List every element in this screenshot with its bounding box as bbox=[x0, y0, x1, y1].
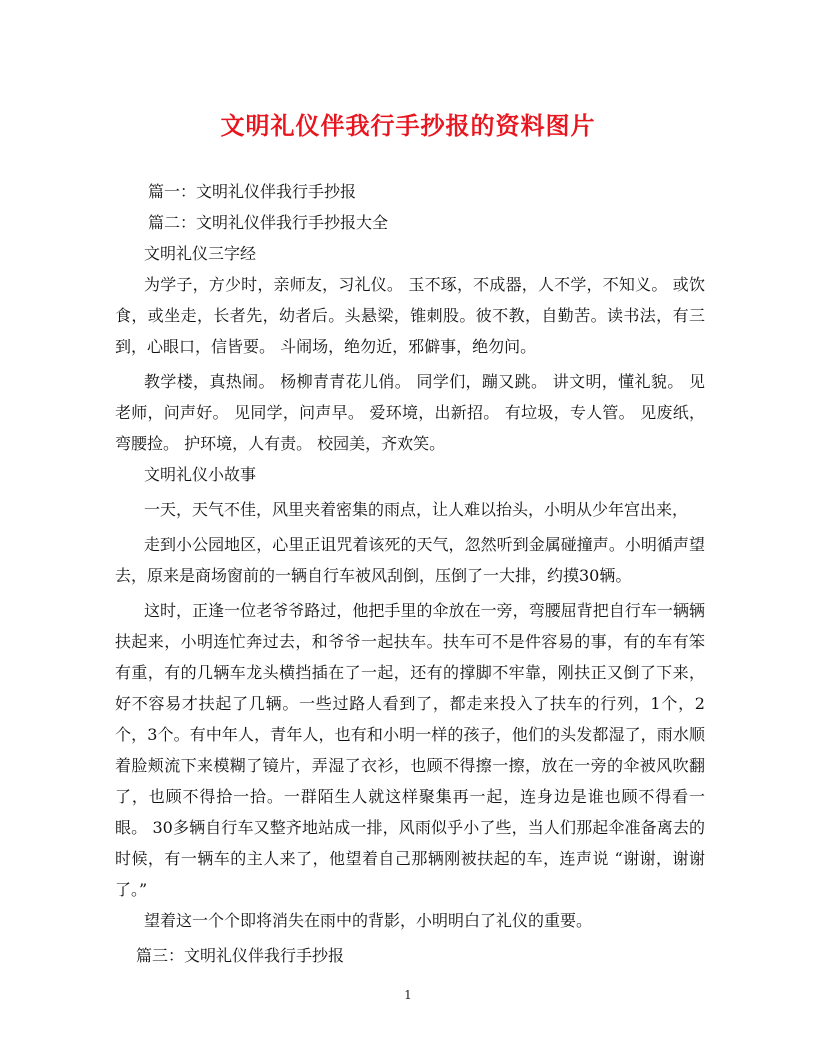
section-heading-3: 篇三：文明礼仪伴我行手抄报 bbox=[136, 946, 345, 965]
paragraph: 望着这一个个即将消失在雨中的背影，小明明白了礼仪的重要。 bbox=[144, 911, 593, 930]
document-body bbox=[115, 176, 705, 971]
page-number: 1 bbox=[404, 988, 412, 1002]
paragraph: 一天，天气不佳，风里夹着密集的雨点，让人难以抬头，小明从少年宫出来， bbox=[144, 500, 689, 519]
paragraph: 为学子，方少时，亲师友，习礼仪。 玉不琢，不成器，人不学，不知义。 或饮食，或坐走，长者先，幼者后。头悬梁，锥刺股。彼不教，自勤苦。读书法，有三到，心眼口，信皆要。 斗闹场，绝勿近，邪僻事，绝勿问。 bbox=[115, 275, 705, 356]
page-title: 文明礼仪伴我行手抄报的资料图片 bbox=[220, 111, 596, 140]
section-heading-2: 篇二：文明礼仪伴我行手抄报大全 bbox=[148, 213, 389, 232]
paragraph: 走到小公园地区，心里正诅咒着该死的天气，忽然听到金属碰撞声。小明循声望去，原来是商场窗前的一辆自行车被风刮倒，压倒了一大排，约摸30辆。 bbox=[115, 535, 705, 585]
section-heading-1: 篇一：文明礼仪伴我行手抄报 bbox=[148, 182, 357, 201]
subheading-etiquette-story: 文明礼仪小故事 bbox=[144, 465, 257, 484]
paragraph: 这时，正逢一位老爷爷路过，他把手里的伞放在一旁，弯腰屈背把自行车一辆辆扶起来，小明连忙奔过去，和爷爷一起扶车。扶车可不是件容易的事，有的车有笨有重，有的几辆车龙头横挡插在了一起，还有的撑脚不牢靠，刚扶正又倒了下来，好不容易才扶起了几辆。一些过路人看到了，都走来投入了扶车的行列，1个，2个，3个。有中年人，青年人，也有和小明一样的孩子，他们的头发都湿了，雨水顺着脸颊流下来模糊了镜片，弄湿了衣衫，也顾不得擦一擦，放在一旁的伞被风吹翻了，也顾不得拾一拾。一群陌生人就这样聚集再一起，连身边是谁也顾不得看一眼。 30多辆自行车又整齐地站成一排，风雨似乎小了些，当人们那起伞准备离去的时候，有一辆车的主人来了，他望着自己那辆刚被扶起的车，连声说 “谢谢，谢谢了。” bbox=[115, 601, 705, 899]
subheading-three-character-classic: 文明礼仪三字经 bbox=[144, 244, 257, 263]
paragraph: 教学楼，真热闹。 杨柳青青花儿俏。 同学们，蹦又跳。 讲文明，懂礼貌。 见老师，问声好。 见同学，问声早。 爱环境，出新招。 有垃圾，专人管。 见废纸，弯腰捡。 护环境，人有责。 校园美，齐欢笑。 bbox=[115, 372, 705, 453]
